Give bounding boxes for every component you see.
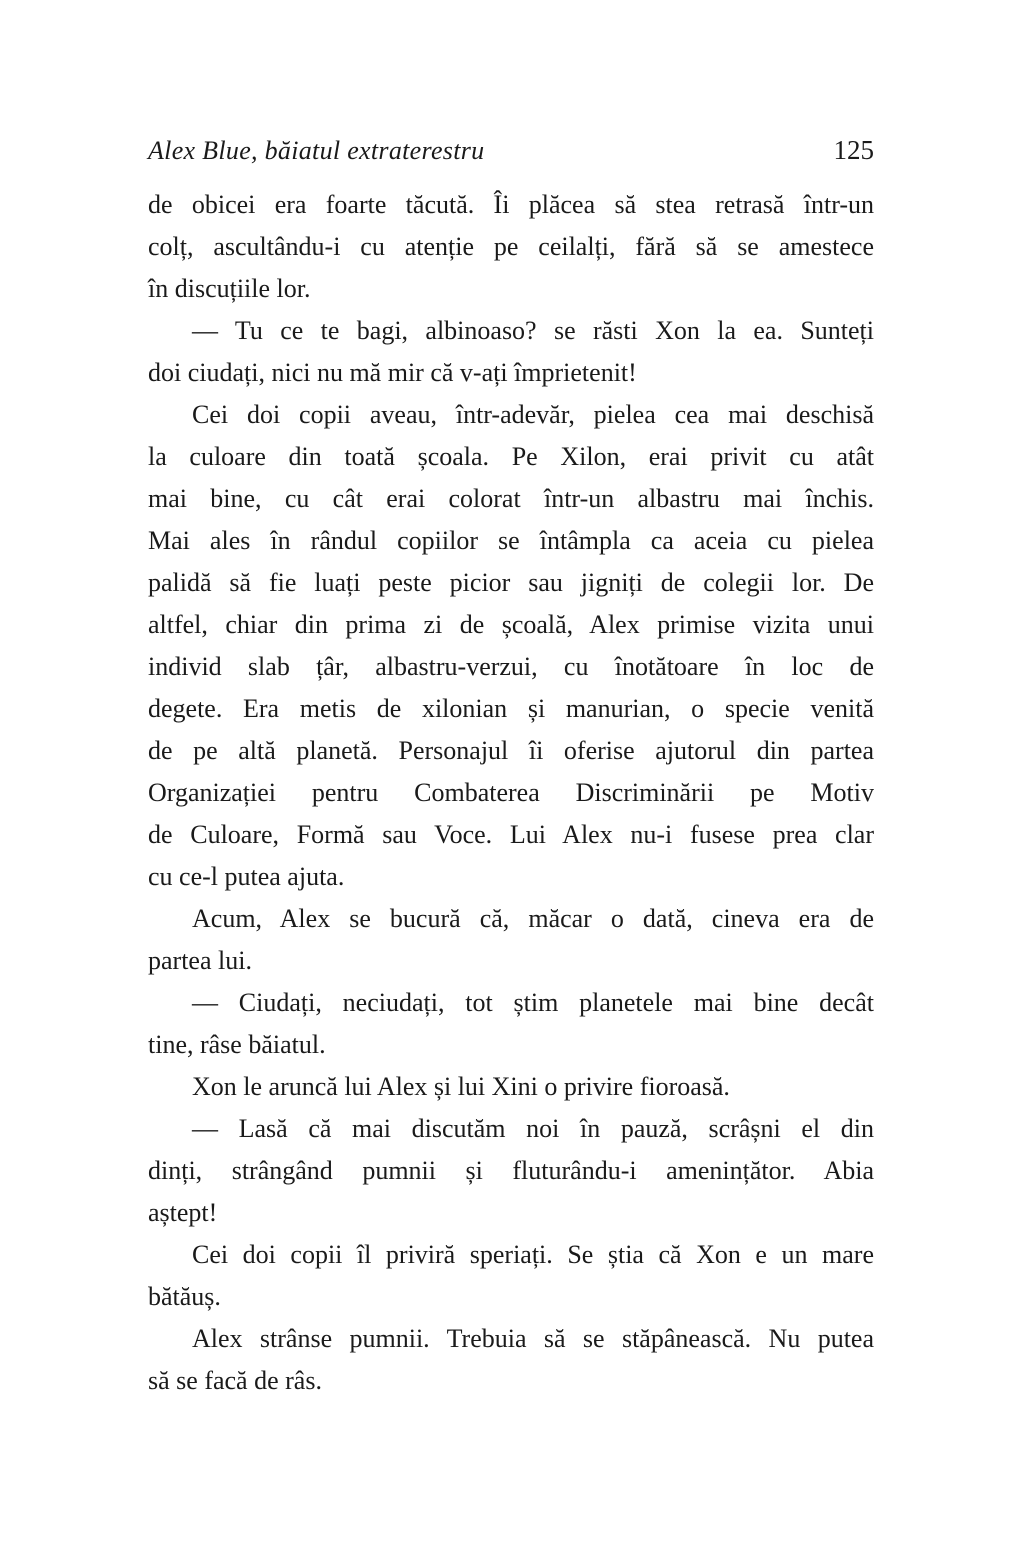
paragraph [148, 1066, 874, 1108]
text-line: Mai ales în rândul copiilor se întâmpla ca aceia cu pielea [148, 526, 874, 555]
text-line: — Lasă că mai discutăm noi în pauză, scrâșni el din [192, 1114, 874, 1143]
text-line: Acum, Alex se bucură că, măcar o dată, cineva era de [192, 904, 874, 933]
text-line: în discuțiile lor. [148, 274, 311, 303]
text-line: altfel, chiar din prima zi de școală, Alex primise vizita unui [148, 610, 874, 639]
text-line: Alex strânse pumnii. Trebuia să se stăpânească. Nu putea [192, 1324, 874, 1353]
text-line: doi ciudați, nici nu mă mir că v-ați împrietenit! [148, 358, 637, 387]
text-line: Organizației pentru Combaterea Discriminării pe Motiv [148, 778, 874, 807]
text-line: partea lui. [148, 946, 252, 975]
paragraph [148, 898, 874, 982]
text-line: cu ce-l putea ajuta. [148, 862, 345, 891]
paragraph [148, 310, 874, 394]
text-line: de Culoare, Formă sau Voce. Lui Alex nu-i fusese prea clar [148, 820, 874, 849]
running-header [148, 133, 874, 168]
text-line: palidă să fie luați peste picior sau jigniți de colegii lor. De [148, 568, 874, 597]
text-line: Cei doi copii îl priviră speriați. Se știa că Xon e un mare [192, 1240, 874, 1269]
text-line: de obicei era foarte tăcută. Îi plăcea să stea retrasă într-un [148, 190, 874, 219]
paragraph [148, 184, 874, 310]
paragraph [148, 1318, 874, 1402]
text-line: — Tu ce te bagi, albinoaso? se răsti Xon la ea. Sunteți [192, 316, 874, 345]
text-line: dinți, strângând pumnii și fluturându-i amenințător. Abia [148, 1156, 874, 1185]
text-line: să se facă de râs. [148, 1366, 322, 1395]
paragraph [148, 1108, 874, 1234]
page-body [148, 184, 874, 1402]
text-line: colț, ascultându-i cu atenție pe ceilalți, fără să se amestece [148, 232, 874, 261]
text-line: de pe altă planetă. Personajul îi oferise ajutorul din partea [148, 736, 874, 765]
text-line: mai bine, cu cât erai colorat într-un albastru mai închis. [148, 484, 874, 513]
text-line: individ slab țâr, albastru-verzui, cu înotătoare în loc de [148, 652, 874, 681]
text-line: aștept! [148, 1198, 218, 1227]
paragraph [148, 982, 874, 1066]
running-title: Alex Blue, băiatul extraterestru [148, 136, 485, 165]
text-line: la culoare din toată școala. Pe Xilon, erai privit cu atât [148, 442, 874, 471]
paragraph [148, 394, 874, 898]
text-line: — Ciudați, neciudați, tot știm planetele mai bine decât [192, 988, 874, 1017]
text-line: degete. Era metis de xilonian și manurian, o specie venită [148, 694, 874, 723]
text-line: Cei doi copii aveau, într-adevăr, pielea cea mai deschisă [192, 400, 874, 429]
text-line: bătăuș. [148, 1282, 221, 1311]
page-number: 125 [833, 135, 874, 165]
text-line: Xon le aruncă lui Alex și lui Xini o privire fioroasă. [192, 1072, 730, 1101]
paragraph [148, 1234, 874, 1318]
text-line: tine, râse băiatul. [148, 1030, 326, 1059]
